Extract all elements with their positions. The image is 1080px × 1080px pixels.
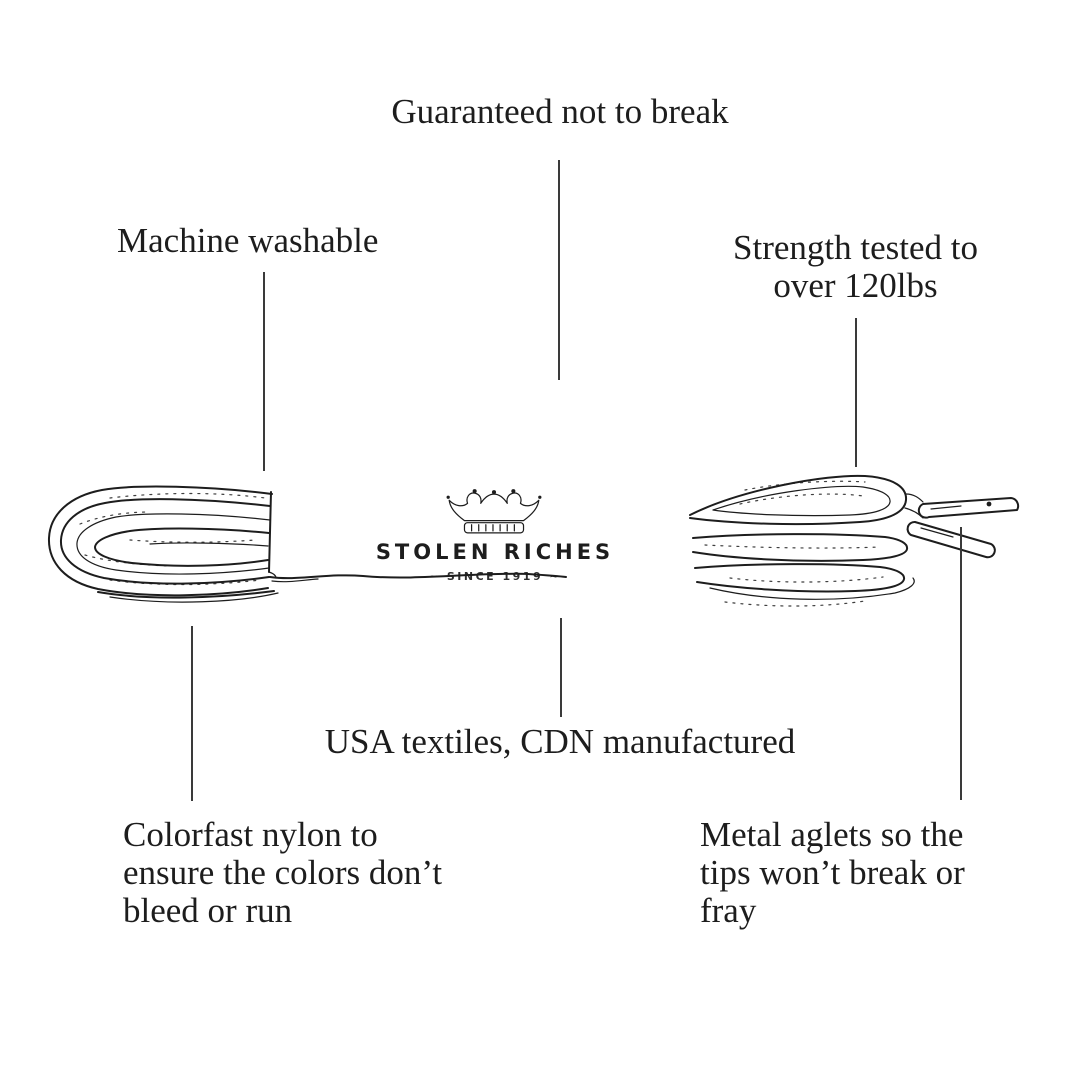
callout-metal-aglets-line2: tips won’t break or: [700, 853, 965, 892]
callout-metal-aglets-line3: fray: [700, 891, 757, 930]
callout-metal-aglets: [700, 816, 965, 930]
lace-bundle-left-illustration: [40, 480, 280, 605]
brand-since-label: ~ SINCE 1919 ~: [428, 570, 562, 583]
callout-guaranteed-label: Guaranteed not to break: [391, 92, 729, 131]
callout-colorfast-line3: bleed or run: [123, 891, 293, 930]
callout-line-guaranteed: [558, 160, 560, 380]
callout-strength-line1: Strength tested to: [733, 228, 978, 267]
brand-wordmark: STOLEN RICHES: [375, 540, 615, 564]
callout-line-usa-textiles: [560, 618, 562, 717]
crown-icon: [438, 486, 550, 539]
callout-line-metal-aglets: [960, 527, 962, 800]
callout-colorfast: [123, 816, 442, 930]
callout-usa-textiles-label: USA textiles, CDN manufactured: [324, 722, 796, 761]
lace-bundle-right-illustration: [685, 460, 1045, 620]
callout-strength: [698, 229, 1013, 305]
callout-line-machine-washable: [263, 272, 265, 471]
callout-colorfast-line2: ensure the colors don’t: [123, 853, 443, 892]
callout-machine-washable-label: Machine washable: [117, 221, 379, 260]
callout-line-colorfast: [191, 626, 193, 801]
callout-colorfast-line1: Colorfast nylon to: [123, 815, 378, 854]
callout-metal-aglets-line1: Metal aglets so the: [700, 815, 964, 854]
callout-line-strength: [855, 318, 857, 467]
callout-strength-line2: over 120lbs: [773, 266, 938, 305]
